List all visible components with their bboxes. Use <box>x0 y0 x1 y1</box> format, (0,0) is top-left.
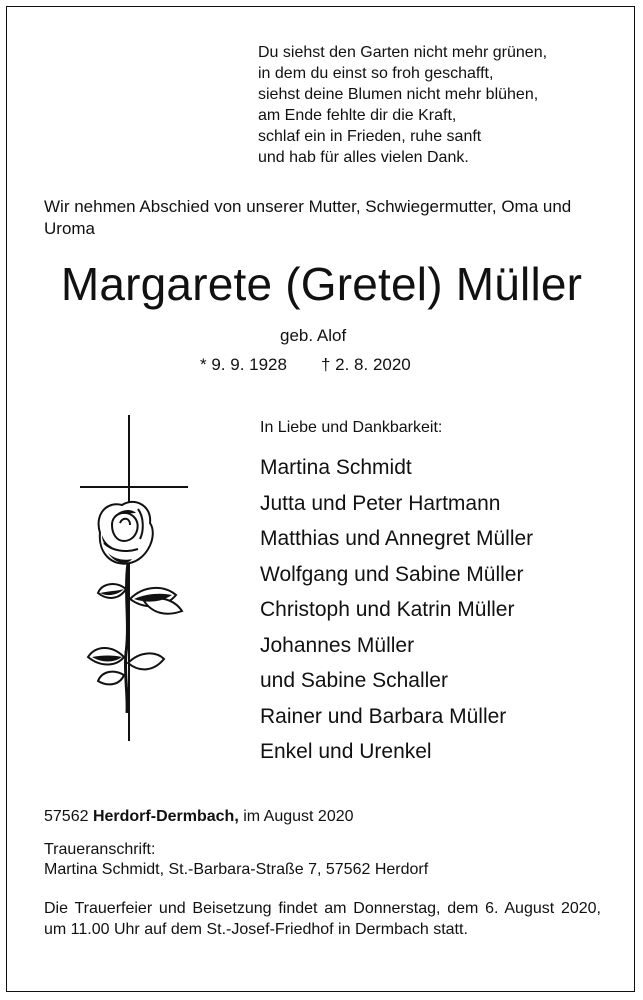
mourner: Martina Schmidt <box>260 456 412 479</box>
mourner: Enkel und Urenkel <box>260 740 432 763</box>
mourner: Jutta und Peter Hartmann <box>260 491 501 515</box>
zip-code: 57562 <box>44 808 89 825</box>
cross-with-rose-icon <box>78 413 198 743</box>
mourner: und Sabine Schaller <box>260 669 448 692</box>
mourner: Christoph und Katrin Müller <box>260 598 515 621</box>
gratitude-line: In Liebe und Dankbarkeit: <box>260 419 443 436</box>
poem-line: in dem du einst so froh geschafft, <box>258 65 494 82</box>
notice-date: im August 2020 <box>243 808 354 825</box>
death-date: † 2. 8. 2020 <box>320 355 411 374</box>
address-label: Traueranschrift: <box>44 841 156 858</box>
place-and-date <box>44 808 354 826</box>
poem-line: siehst deine Blumen nicht mehr blühen, <box>258 86 539 103</box>
birth-date: * 9. 9. 1928 <box>200 355 287 374</box>
mourner: Wolfgang und Sabine Müller <box>260 562 524 586</box>
mourner: Rainer und Barbara Müller <box>260 704 507 728</box>
intro-text: Wir nehmen Abschied von unserer Mutter, Schwiegermutter, Oma und Uroma <box>44 197 572 238</box>
maiden-name: geb. Alof <box>280 326 347 345</box>
funeral-notice: Die Trauerfeier und Beisetzung findet am Donnerstag, dem 6. August 2020, um 11.00 Uhr auf dem St.-Josef-Friedhof in Dermbach statt. <box>44 900 601 938</box>
poem-line: am Ende fehlte dir die Kraft, <box>258 107 457 124</box>
poem <box>258 42 547 168</box>
deceased-name: Margarete (Gretel) Müller <box>60 258 583 310</box>
mourner: Matthias und Annegret Müller <box>260 527 534 550</box>
mourning-address <box>44 840 428 880</box>
life-dates <box>200 355 411 375</box>
mourners-list <box>260 450 533 770</box>
poem-line: schlaf ein in Frieden, ruhe sanft <box>258 128 482 145</box>
town-name: Herdorf-Dermbach, <box>92 808 239 825</box>
poem-line: und hab für alles vielen Dank. <box>258 149 469 166</box>
mourner: Johannes Müller <box>260 633 415 657</box>
address-value: Martina Schmidt, St.-Barbara-Straße 7, 57562 Herdorf <box>44 861 429 878</box>
poem-line: Du siehst den Garten nicht mehr grünen, <box>258 44 548 61</box>
